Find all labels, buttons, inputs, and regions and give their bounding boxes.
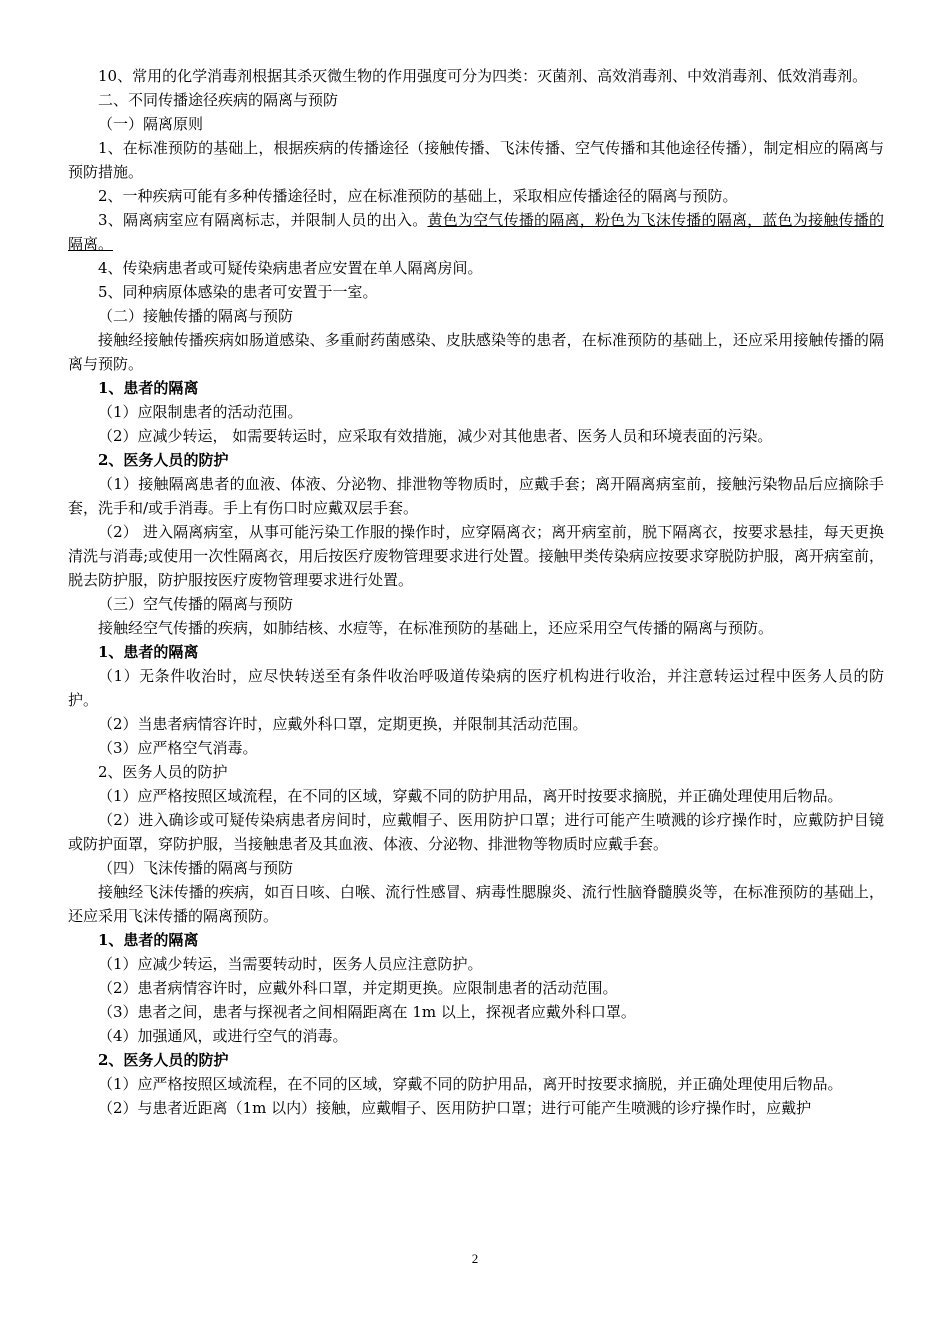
contact-staff-item-1: （1）接触隔离患者的血液、体液、分泌物、排泄物等物质时，应戴手套；离开隔离病室前，接触污染物品后应摘除手套，洗手和/或手消毒。手上有伤口时应戴双层手套。	[68, 475, 884, 517]
para-droplet-intro: 接触经飞沫传播的疾病，如百日咳、白喉、流行性感冒、病毒性腮腺炎、流行性脑脊髓膜炎等，在标准预防的基础上，还应采用飞沫传播的隔离预防。	[68, 883, 884, 925]
section-heading-isolation: 二、不同传播途径疾病的隔离与预防	[98, 91, 339, 109]
heading-patient-isolation-droplet: 1、患者的隔离	[98, 931, 199, 949]
droplet-staff-item-2: （2）与患者近距离（1m 以内）接触，应戴帽子、医用防护口罩；进行可能产生喷溅的诊疗操作时，应戴护	[98, 1099, 812, 1117]
contact-patient-item-2: （2）应减少转运， 如需要转运时，应采取有效措施，减少对其他患者、医务人员和环境表面的污染。	[98, 427, 773, 445]
heading-staff-protection-droplet: 2、医务人员的防护	[98, 1051, 229, 1069]
droplet-patient-item-4: （4）加强通风，或进行空气的消毒。	[98, 1027, 348, 1045]
droplet-staff-item-1: （1）应严格按照区域流程，在不同的区域，穿戴不同的防护用品，离开时按要求摘脱，并正确处理使用后物品。	[98, 1075, 843, 1093]
principle-item-3-text: 3、隔离病室应有隔离标志，并限制人员的出入。	[98, 211, 428, 229]
droplet-patient-item-3: （3）患者之间，患者与探视者之间相隔距离在 1m 以上，探视者应戴外科口罩。	[98, 1003, 636, 1021]
subsection-heading-droplet: （四）飞沫传播的隔离与预防	[98, 859, 294, 877]
airborne-staff-item-1: （1）应严格按照区域流程，在不同的区域，穿戴不同的防护用品，离开时按要求摘脱，并正确处理使用后物品。	[98, 787, 843, 805]
principle-item-2: 2、一种疾病可能有多种传播途径时，应在标准预防的基础上，采取相应传播途径的隔离与预防。	[98, 187, 738, 205]
principle-item-1: 1、在标准预防的基础上，根据疾病的传播途径（接触传播、飞沫传播、空气传播和其他途径传播），制定相应的隔离与预防措施。	[68, 139, 884, 181]
airborne-patient-item-3: （3）应严格空气消毒。	[98, 739, 258, 757]
principle-item-3	[68, 208, 884, 256]
principle-item-4: 4、传染病患者或可疑传染病患者应安置在单人隔离房间。	[98, 259, 483, 277]
isolation-color-note: 黄色为空气传播的隔离，粉色为飞沫传播的隔离，蓝色为接触传播的隔离。	[68, 211, 884, 253]
heading-staff-protection-contact: 2、医务人员的防护	[98, 451, 229, 469]
document-page	[68, 64, 884, 1120]
subsection-heading-airborne: （三）空气传播的隔离与预防	[98, 595, 294, 613]
principle-item-5: 5、同种病原体感染的患者可安置于一室。	[98, 283, 378, 301]
subsection-heading-contact: （二）接触传播的隔离与预防	[98, 307, 294, 325]
para-disinfectant-classes: 10、常用的化学消毒剂根据其杀灭微生物的作用强度可分为四类：灭菌剂、高效消毒剂、中效消毒剂、低效消毒剂。	[98, 67, 868, 85]
heading-patient-isolation-airborne: 1、患者的隔离	[98, 643, 199, 661]
droplet-patient-item-2: （2）患者病情容许时，应戴外科口罩，并定期更换。应限制患者的活动范围。	[98, 979, 618, 997]
para-airborne-intro: 接触经空气传播的疾病，如肺结核、水痘等，在标准预防的基础上，还应采用空气传播的隔离与预防。	[98, 619, 774, 637]
airborne-staff-item-2: （2）进入确诊或可疑传染病患者房间时，应戴帽子、医用防护口罩；进行可能产生喷溅的诊疗操作时，应戴防护目镜或防护面罩，穿防护服，当接触患者及其血液、体液、分泌物、排泄物等物质时应戴手套。	[68, 811, 884, 853]
contact-patient-item-1: （1）应限制患者的活动范围。	[98, 403, 303, 421]
droplet-patient-item-1: （1）应减少转运，当需要转动时，医务人员应注意防护。	[98, 955, 483, 973]
page-number: 2	[471, 1251, 479, 1266]
airborne-patient-item-1: （1）无条件收治时，应尽快转送至有条件收治呼吸道传染病的医疗机构进行收治，并注意转运过程中医务人员的防护。	[68, 667, 884, 709]
airborne-patient-item-2: （2）当患者病情容许时，应戴外科口罩，定期更换，并限制其活动范围。	[98, 715, 588, 733]
subsection-heading-principles: （一）隔离原则	[98, 115, 204, 133]
para-contact-intro: 接触经接触传播疾病如肠道感染、多重耐药菌感染、皮肤感染等的患者，在标准预防的基础上，还应采用接触传播的隔离与预防。	[68, 331, 884, 373]
heading-staff-protection-airborne: 2、医务人员的防护	[98, 763, 228, 781]
heading-patient-isolation-contact: 1、患者的隔离	[98, 379, 199, 397]
contact-staff-item-2: （2） 进入隔离病室，从事可能污染工作服的操作时，应穿隔离衣；离开病室前，脱下隔离衣，按要求悬挂，每天更换清洗与消毒;或使用一次性隔离衣，用后按医疗废物管理要求进行处置。接触甲类传染病应按要求穿脱防护服，离开病室前，脱去防护服，防护服按医疗废物管理要求进行处置。	[68, 523, 884, 589]
